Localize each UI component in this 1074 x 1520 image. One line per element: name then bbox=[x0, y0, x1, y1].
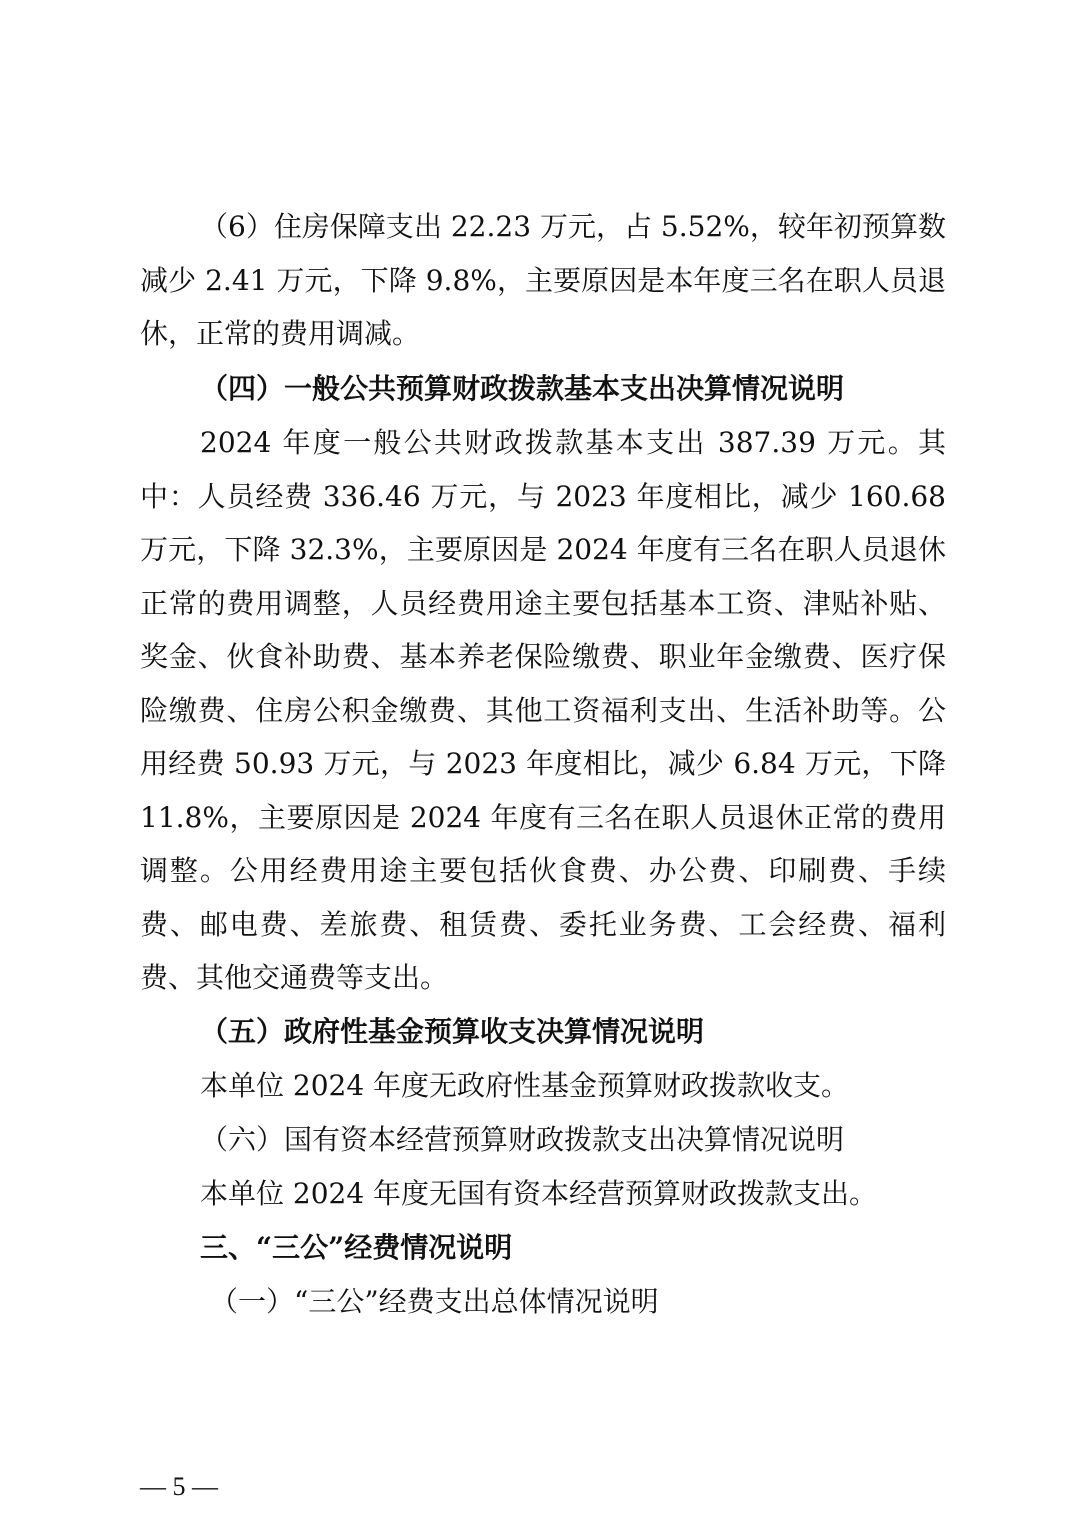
section-heading-three-public: 三、“三公”经费情况说明 bbox=[200, 1231, 513, 1264]
paragraph-housing-expenditure: （6）住房保障支出 22.23 万元，占 5.52%，较年初预算数减少 2.41 万元，下降 9.8%，主要原因是本年度三名在职人员退休，正常的费用调减。 bbox=[140, 210, 946, 350]
heading-state-capital: （六）国有资本经营预算财政拨款支出决算情况说明 bbox=[200, 1123, 845, 1156]
page-number: — 5 — bbox=[140, 1472, 218, 1501]
subheading-three-public-overall: （一）“三公”经费支出总体情况说明 bbox=[210, 1285, 659, 1318]
heading-basic-expenditure: （四）一般公共预算财政拨款基本支出决算情况说明 bbox=[200, 372, 845, 405]
heading-government-fund: （五）政府性基金预算收支决算情况说明 bbox=[200, 1015, 705, 1048]
paragraph-government-fund: 本单位 2024 年度无政府性基金预算财政拨款收支。 bbox=[200, 1069, 850, 1102]
paragraph-basic-expenditure: 2024 年度一般公共财政拨款基本支出 387.39 万元。其中：人员经费 336.46 万元，与 2023 年度相比，减少 160.68 万元，下降 32.3%，主要原因是 2024 年度有三名在职人员退休正常的费用调整，人员经费用途主要包括基本工资、津贴补贴、奖金、伙食补助费、基本养老保险缴费、职业年金缴费、医疗保险缴费、住房公积金缴费、其他工资福利支出、生活补助等。公用经费 50.93 万元，与 2023 年度相比，减少 6.84 万元，下降 11.8%，主要原因是 2024 年度有三名在职人员退休正常的费用调整。公用经费用途主要包括伙食费、办公费、印刷费、手续费、邮电费、差旅费、租赁费、委托业务费、工会经费、福利费、其他交通费等支出。 bbox=[140, 426, 946, 994]
paragraph-state-capital: 本单位 2024 年度无国有资本经营预算财政拨款支出。 bbox=[200, 1177, 878, 1210]
